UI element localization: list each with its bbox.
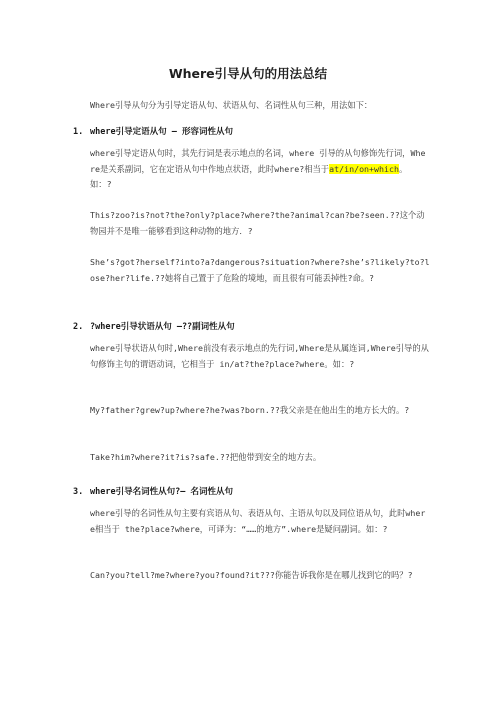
section-1-paragraph-2: This?zoo?is?not?the?only?place?where?the?animal?can?be?seen.??这个动物园并不是唯一能够看到这种动物的地方．?	[90, 210, 425, 236]
highlighted-text: at/in/on+which	[329, 163, 400, 174]
section-1-p1-text: where引导定语从句时，其先行词是表示地点的名词，where 引导的从句修饰先行词，Where是关系副词，它在定语从句中作地点状语，此时where?相当于	[90, 148, 426, 174]
section-3-paragraph-1: where引导的名词性从句主要有宾语从句、表语从句、主语从句以及同位语从句，此时where相当于 the?place?where，可译为：“……的地方”.where是疑问副词。如：?	[90, 508, 426, 534]
section-1-heading	[73, 125, 233, 137]
section-1-heading-text: where引导定语从句 — 形容词性从句	[90, 127, 233, 137]
section-3-number: 3.	[73, 487, 84, 497]
document-title: Where引导从句的用法总结	[168, 66, 328, 81]
section-2-paragraph-1: where引导状语从句时,Where前没有表示地点的先行词,Where是从属连词,Where引导的从句修饰主句的谓语动词，它相当于 in/at?the?place?where。如：?	[90, 343, 429, 369]
section-3-paragraph-2: Can?you?tell?me?where?you?found?it???你能告诉我你是在哪儿找到它的吗？?	[90, 570, 413, 580]
section-2-paragraph-2: My?father?grew?up?where?he?was?born.??我父亲是在他出生的地方长大的。?	[90, 405, 410, 415]
section-1-p1-tail: 。 如：?	[90, 163, 408, 190]
section-2-heading-text: ?where引导状语从句 —??副词性从句	[90, 322, 235, 332]
section-2-heading	[73, 320, 235, 332]
section-3-heading	[73, 485, 233, 497]
section-2-paragraph-3: Take?him?where?it?is?safe.??把他带到安全的地方去。	[90, 452, 322, 462]
section-1-paragraph-3: She’s?got?herself?into?a?dangerous?situation?where?she’s?likely?to?lose?her?life.??她将自己置于了危险的境地，而且很有可能丢掉性?命。?	[90, 257, 430, 283]
section-2-number: 2.	[73, 322, 84, 332]
section-1-number: 1.	[73, 127, 84, 137]
intro-paragraph: Where引导从句分为引导定语从句、状语从句、名词性从句三种，用法如下：	[90, 100, 373, 110]
section-3-heading-text: where引导名词性从句?— 名词性从句	[90, 487, 233, 497]
section-1-paragraph-1	[90, 146, 430, 193]
